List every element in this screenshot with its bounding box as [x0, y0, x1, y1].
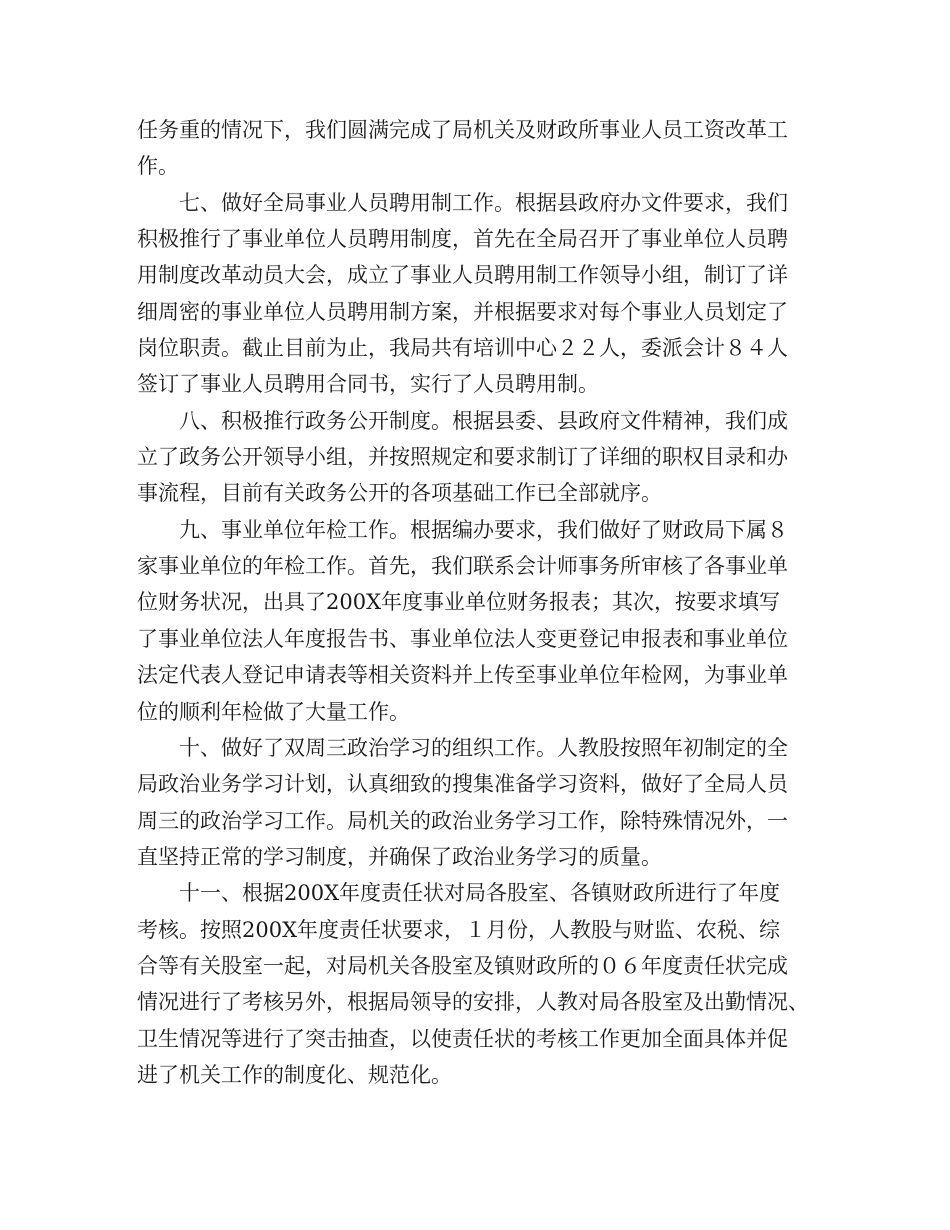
document-body [137, 112, 827, 1093]
text-line: 积极推行了事业单位人员聘用制度，首先在全局召开了事业单位人员聘 [137, 227, 788, 252]
text-line: 立了政务公开领导小组，并按照规定和要求制订了详细的职权目录和办 [137, 445, 788, 470]
text-line: 签订了事业人员聘用合同书，实行了人员聘用制。 [137, 372, 599, 397]
text-line: 家事业单位的年检工作。首先，我们联系会计师事务所审核了各事业单 [137, 554, 788, 579]
text-line: 任务重的情况下，我们圆满完成了局机关及财政所事业人员工资改革工 [137, 118, 788, 142]
text-line: 法定代表人登记申请表等相关资料并上传至事业单位年检网，为事业单 [137, 663, 788, 688]
text-line: 了事业单位法人年度报告书、事业单位法人变更登记申报表和事业单位 [137, 626, 788, 651]
text-line: 局政治业务学习计划，认真细致的搜集准备学习资料，做好了全局人员 [137, 772, 788, 797]
text-line: 考核。按照200X年度责任状要求，１月份，人教股与财监、农税、综 [137, 917, 781, 942]
text-line: 进了机关工作的制度化、规范化。 [137, 1062, 452, 1087]
text-line: 八、积极推行政务公开制度。根据县委、县政府文件精神，我们成 [137, 408, 788, 433]
text-line: 十一、根据200X年度责任状对局各股室、各镇财政所进行了年度 [137, 881, 781, 906]
text-line: 直坚持正常的学习制度，并确保了政治业务学习的质量。 [137, 844, 662, 869]
text-line: 细周密的事业单位人员聘用制方案，并根据要求对每个事业人员划定了 [137, 299, 788, 324]
text-line: 岗位职责。截止目前为止，我局共有培训中心２２人，委派会计８４人 [137, 336, 788, 361]
text-line: 九、事业单位年检工作。根据编办要求，我们做好了财政局下属８ [137, 517, 788, 542]
text-line: 七、做好全局事业人员聘用制工作。根据县政府办文件要求，我们 [137, 190, 788, 215]
text-line: 位财务状况，出具了200X年度事业单位财务报表；其次，按要求填写 [137, 590, 781, 615]
text-line: 周三的政治学习工作。局机关的政治业务学习工作，除特殊情况外，一 [137, 808, 788, 833]
text-line: 十、做好了双周三政治学习的组织工作。人教股按照年初制定的全 [137, 735, 788, 760]
text-line: 作。 [137, 154, 179, 179]
text-line: 合等有关股室一起，对局机关各股室及镇财政所的０６年度责任状完成 [137, 953, 788, 978]
text-line: 事流程，目前有关政务公开的各项基础工作已全部就序。 [137, 481, 662, 506]
text-line: 用制度改革动员大会，成立了事业人员聘用制工作领导小组，制订了详 [137, 263, 788, 288]
text-line: 位的顺利年检做了大量工作。 [137, 699, 410, 724]
text-line: 卫生情况等进行了突击抽查，以使责任状的考核工作更加全面具体并促 [137, 1026, 788, 1051]
text-line: 情况进行了考核另外，根据局领导的安排，人教对局各股室及出勤情况、 [137, 990, 809, 1015]
